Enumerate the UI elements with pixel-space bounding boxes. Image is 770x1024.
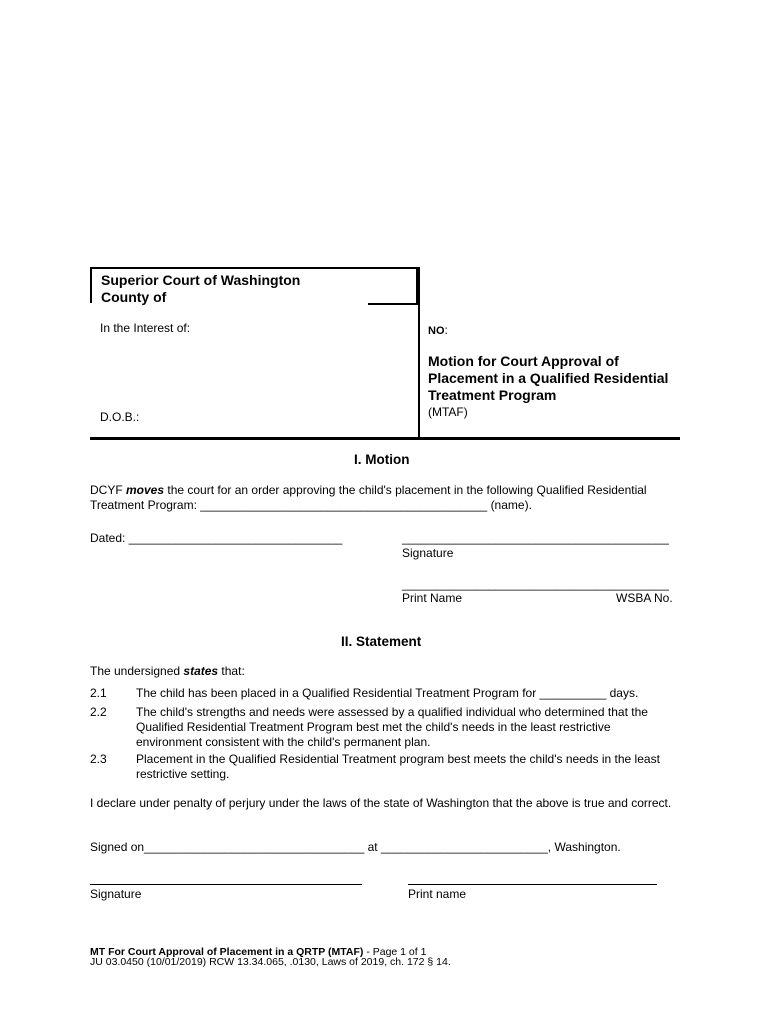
declarant-signature-label: Signature bbox=[90, 887, 142, 901]
interest-label: In the Interest of: bbox=[100, 321, 191, 335]
dated-field: Dated: ________________________________ bbox=[90, 531, 343, 545]
item-number: 2.3 bbox=[90, 752, 107, 766]
motion-heading: I. Motion bbox=[354, 452, 410, 467]
attorney-signature-label: Signature bbox=[402, 546, 454, 560]
court-name: Superior Court of Washington bbox=[101, 272, 301, 288]
caption-bottom-rule bbox=[90, 437, 680, 440]
print-name-label: Print Name bbox=[402, 591, 463, 605]
statement-item-text: Placement in the Qualified Residential Treatment program best meets the child's needs in the least restrictive setting. bbox=[136, 752, 660, 781]
print-name-line: ________________________________________ bbox=[402, 577, 669, 591]
footer-form-title: MT For Court Approval of Placement in a QRTP (MTAF) - Page 1 of 1 bbox=[90, 946, 427, 958]
footer-citation: JU 03.0450 (10/01/2019) RCW 13.34.065, .0130, Laws of 2019, ch. 172 § 14. bbox=[90, 956, 451, 968]
item-number: 2.1 bbox=[90, 686, 107, 700]
declarant-print-line bbox=[408, 884, 657, 885]
declarant-print-label: Print name bbox=[408, 887, 467, 901]
attorney-signature-line: ________________________________________ bbox=[402, 531, 669, 545]
statement-heading: II. Statement bbox=[341, 634, 422, 649]
document-title: Motion for Court Approval of Placement in a Qualified Residential Treatment Program bbox=[428, 353, 669, 403]
motion-text: DCYF moves the court for an order approving the child's placement in the following Qualified Residential Treatment Program: ___________________________________________ (name). bbox=[90, 483, 647, 512]
court-header-box bbox=[90, 267, 418, 303]
caption-divider bbox=[418, 267, 420, 438]
wsba-label: WSBA No. bbox=[616, 591, 673, 605]
form-abbreviation: (MTAF) bbox=[428, 405, 468, 419]
signed-on-field: Signed on_________________________________ at _________________________, Washington. bbox=[90, 840, 621, 854]
statement-item-text: The child has been placed in a Qualified Residential Treatment Program for __________ days. bbox=[136, 686, 639, 700]
dob-label: D.O.B.: bbox=[100, 410, 140, 424]
case-number-label: NO: bbox=[428, 323, 448, 337]
perjury-declaration: I declare under penalty of perjury under the laws of the state of Washington that the above is true and correct. bbox=[90, 796, 672, 810]
statement-item-text: The child's strengths and needs were assessed by a qualified individual who determined that the Qualified Residential Treatment Program best met the child's needs in the least restrictive environment consistent with the child's permanent plan. bbox=[136, 705, 648, 749]
item-number: 2.2 bbox=[90, 705, 107, 719]
declarant-signature-line bbox=[90, 884, 362, 885]
county-label: County of bbox=[101, 289, 167, 305]
county-underline bbox=[368, 303, 418, 305]
statement-intro: The undersigned states that: bbox=[90, 664, 245, 678]
